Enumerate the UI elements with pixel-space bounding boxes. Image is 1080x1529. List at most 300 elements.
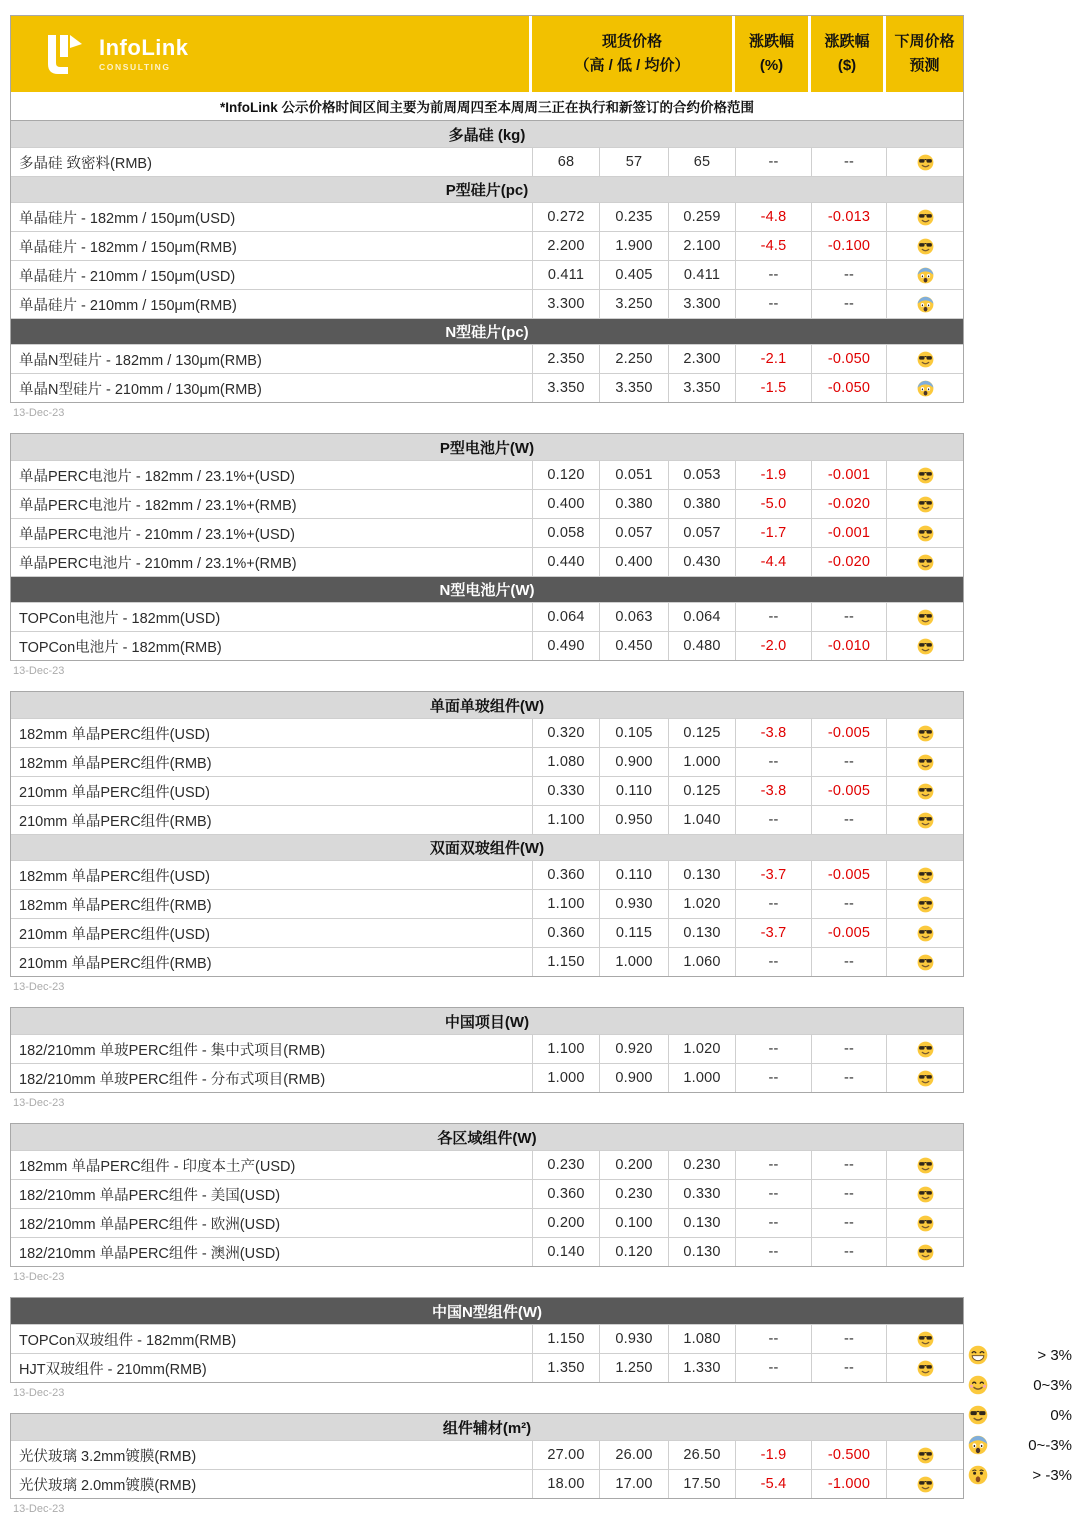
change-pct: -3.8 <box>735 777 811 805</box>
grin-emoji-icon <box>968 1345 988 1365</box>
legend-label: > -3% <box>1032 1466 1072 1484</box>
change-pct: -1.7 <box>735 519 811 547</box>
price-high: 1.100 <box>532 890 599 918</box>
price-block <box>10 1297 964 1383</box>
price-high: 3.300 <box>532 290 599 318</box>
price-avg: 17.50 <box>668 1470 735 1498</box>
change-usd: -- <box>811 1238 886 1266</box>
table-row <box>11 1034 963 1063</box>
price-low: 26.00 <box>599 1441 668 1469</box>
price-high: 27.00 <box>532 1441 599 1469</box>
section-header: 中国N型组件(W) <box>11 1298 963 1324</box>
forecast-title: 下周价格 <box>894 33 955 50</box>
cool-emoji-icon <box>886 603 964 631</box>
change-usd-title: 涨跌幅 <box>824 33 870 50</box>
change-pct: -- <box>735 1325 811 1353</box>
infolink-logo <box>11 16 532 92</box>
row-label: TOPCon电池片 - 182mm(RMB) <box>19 639 222 656</box>
legend-item <box>968 1460 1072 1490</box>
smile-emoji-icon <box>968 1375 988 1395</box>
price-high: 0.064 <box>532 603 599 631</box>
cool-emoji-icon <box>886 1238 964 1266</box>
column-header-spot-price <box>532 16 735 92</box>
change-pct: -2.0 <box>735 632 811 660</box>
change-pct: -- <box>735 890 811 918</box>
change-usd: -0.013 <box>811 203 886 231</box>
change-usd: -0.001 <box>811 519 886 547</box>
price-avg: 3.350 <box>668 374 735 402</box>
price-avg: 0.259 <box>668 203 735 231</box>
price-low: 0.230 <box>599 1180 668 1208</box>
price-low: 0.450 <box>599 632 668 660</box>
price-high: 1.100 <box>532 1035 599 1063</box>
column-header-change-usd <box>811 16 886 92</box>
section-header: 各区域组件(W) <box>11 1124 963 1150</box>
price-avg: 0.125 <box>668 719 735 747</box>
price-avg: 1.020 <box>668 1035 735 1063</box>
price-avg: 0.130 <box>668 1238 735 1266</box>
cool-emoji-icon <box>886 948 964 976</box>
cool-emoji-icon <box>886 1354 964 1382</box>
row-label: 182mm 单晶PERC组件(RMB) <box>19 755 212 772</box>
price-block <box>10 1123 964 1267</box>
table-row <box>11 1440 963 1469</box>
cool-emoji-icon <box>886 1209 964 1237</box>
table-row <box>11 947 963 976</box>
change-pct: -5.4 <box>735 1470 811 1498</box>
table-row <box>11 260 963 289</box>
row-label: 单晶N型硅片 - 182mm / 130μm(RMB) <box>19 352 262 369</box>
logo-name: InfoLink <box>99 34 189 60</box>
change-usd: -0.005 <box>811 919 886 947</box>
price-high: 1.100 <box>532 806 599 834</box>
cool-emoji-icon <box>968 1405 988 1425</box>
row-label: TOPCon双玻组件 - 182mm(RMB) <box>19 1332 237 1349</box>
section-header: P型电池片(W) <box>11 434 963 460</box>
price-low: 0.400 <box>599 548 668 576</box>
price-low: 1.900 <box>599 232 668 260</box>
table-row <box>11 518 963 547</box>
price-block <box>10 1007 964 1093</box>
change-pct: -- <box>735 1064 811 1092</box>
table-row <box>11 202 963 231</box>
row-label: 单晶PERC电池片 - 210mm / 23.1%+(USD) <box>19 526 295 543</box>
row-label: 210mm 单晶PERC组件(RMB) <box>19 955 212 972</box>
change-usd: -- <box>811 890 886 918</box>
row-label: 182/210mm 单玻PERC组件 - 分布式项目(RMB) <box>19 1071 326 1088</box>
price-avg: 0.430 <box>668 548 735 576</box>
price-avg: 0.480 <box>668 632 735 660</box>
change-usd: -0.020 <box>811 548 886 576</box>
cool-emoji-icon <box>886 1064 964 1092</box>
table-row <box>11 860 963 889</box>
change-usd: -0.005 <box>811 777 886 805</box>
change-usd: -- <box>811 1064 886 1092</box>
price-low: 0.100 <box>599 1209 668 1237</box>
price-avg: 0.125 <box>668 777 735 805</box>
spot-price-subtitle: （高 / 低 / 均价） <box>574 57 690 74</box>
change-pct: -- <box>735 748 811 776</box>
spot-price-title: 现货价格 <box>601 33 662 50</box>
price-avg: 0.130 <box>668 919 735 947</box>
price-low: 0.235 <box>599 203 668 231</box>
table-row <box>11 747 963 776</box>
price-block <box>10 120 964 403</box>
change-usd: -- <box>811 948 886 976</box>
price-low: 0.063 <box>599 603 668 631</box>
row-label: 182/210mm 单晶PERC组件 - 欧洲(USD) <box>19 1216 281 1233</box>
cool-emoji-icon <box>886 748 964 776</box>
cool-emoji-icon <box>886 461 964 489</box>
change-usd: -- <box>811 1151 886 1179</box>
change-usd: -- <box>811 1180 886 1208</box>
price-low: 1.000 <box>599 948 668 976</box>
table-row <box>11 776 963 805</box>
cool-emoji-icon <box>886 719 964 747</box>
legend-item <box>968 1400 1072 1430</box>
price-avg: 0.130 <box>668 861 735 889</box>
price-low: 0.930 <box>599 1325 668 1353</box>
change-pct: -- <box>735 1354 811 1382</box>
table-row <box>11 489 963 518</box>
price-high: 0.360 <box>532 919 599 947</box>
legend-label: 0~3% <box>1033 1376 1072 1394</box>
price-avg: 3.300 <box>668 290 735 318</box>
date-label: 13-Dec-23 <box>13 981 65 993</box>
change-pct: -4.4 <box>735 548 811 576</box>
row-label: 单晶PERC电池片 - 210mm / 23.1%+(RMB) <box>19 555 297 572</box>
price-avg: 0.057 <box>668 519 735 547</box>
cool-emoji-icon <box>886 203 964 231</box>
legend-item <box>968 1370 1072 1400</box>
change-pct: -3.7 <box>735 861 811 889</box>
cool-emoji-icon <box>886 919 964 947</box>
date-label: 13-Dec-23 <box>13 1387 65 1399</box>
table-row <box>11 1063 963 1092</box>
price-avg: 0.230 <box>668 1151 735 1179</box>
price-avg: 0.330 <box>668 1180 735 1208</box>
table-row <box>11 147 963 176</box>
table-row <box>11 1324 963 1353</box>
table-row <box>11 1469 963 1498</box>
row-label: 210mm 单晶PERC组件(USD) <box>19 784 210 801</box>
row-label: 182mm 单晶PERC组件(USD) <box>19 726 210 743</box>
row-label: 单晶硅片 - 182mm / 150μm(RMB) <box>19 239 237 256</box>
cool-emoji-icon <box>886 1035 964 1063</box>
price-avg: 0.380 <box>668 490 735 518</box>
price-low: 0.900 <box>599 1064 668 1092</box>
price-high: 0.058 <box>532 519 599 547</box>
table-row <box>11 1179 963 1208</box>
price-avg: 0.064 <box>668 603 735 631</box>
table-header <box>10 15 964 120</box>
legend-label: > 3% <box>1037 1346 1072 1364</box>
change-usd-subtitle: ($) <box>837 57 857 74</box>
price-high: 18.00 <box>532 1470 599 1498</box>
row-label: 单晶PERC电池片 - 182mm / 23.1%+(USD) <box>19 468 295 485</box>
cool-emoji-icon <box>886 1441 964 1469</box>
change-usd: -- <box>811 261 886 289</box>
cool-emoji-icon <box>886 890 964 918</box>
cool-emoji-icon <box>886 632 964 660</box>
price-low: 0.380 <box>599 490 668 518</box>
change-usd: -- <box>811 603 886 631</box>
date-label: 13-Dec-23 <box>13 407 65 419</box>
table-row <box>11 1150 963 1179</box>
price-block <box>10 433 964 661</box>
price-avg: 0.130 <box>668 1209 735 1237</box>
legend-label: 0~-3% <box>1028 1436 1072 1454</box>
row-label: 182/210mm 单玻PERC组件 - 集中式项目(RMB) <box>19 1042 326 1059</box>
row-label: 182/210mm 单晶PERC组件 - 美国(USD) <box>19 1187 281 1204</box>
row-label: 多晶硅 致密料(RMB) <box>19 155 152 172</box>
price-high: 0.400 <box>532 490 599 518</box>
price-high: 0.140 <box>532 1238 599 1266</box>
price-avg: 2.100 <box>668 232 735 260</box>
cool-emoji-icon <box>886 1470 964 1498</box>
date-label: 13-Dec-23 <box>13 1097 65 1109</box>
section-header: 多晶硅 (kg) <box>11 121 963 147</box>
price-block <box>10 1413 964 1499</box>
row-label: 182mm 单晶PERC组件 - 印度本土产(USD) <box>19 1158 296 1175</box>
price-high: 0.490 <box>532 632 599 660</box>
cool-emoji-icon <box>886 148 964 176</box>
price-low: 0.920 <box>599 1035 668 1063</box>
change-pct: -3.7 <box>735 919 811 947</box>
change-usd: -1.000 <box>811 1470 886 1498</box>
row-label: 光伏玻璃 2.0mm镀膜(RMB) <box>19 1477 197 1494</box>
table-row <box>11 889 963 918</box>
change-usd: -- <box>811 806 886 834</box>
change-pct: -- <box>735 806 811 834</box>
table-row <box>11 460 963 489</box>
row-label: 单晶N型硅片 - 210mm / 130μm(RMB) <box>19 381 262 398</box>
price-block <box>10 691 964 977</box>
column-header-forecast <box>886 16 963 92</box>
table-row <box>11 805 963 834</box>
row-label: 210mm 单晶PERC组件(RMB) <box>19 813 212 830</box>
change-pct: -- <box>735 1180 811 1208</box>
row-label: 182mm 单晶PERC组件(RMB) <box>19 897 212 914</box>
change-pct: -2.1 <box>735 345 811 373</box>
price-low: 0.900 <box>599 748 668 776</box>
price-low: 0.200 <box>599 1151 668 1179</box>
forecast-subtitle: 预测 <box>909 57 940 74</box>
price-avg: 26.50 <box>668 1441 735 1469</box>
change-usd: -0.050 <box>811 374 886 402</box>
change-usd: -0.001 <box>811 461 886 489</box>
price-high: 3.350 <box>532 374 599 402</box>
change-pct: -1.9 <box>735 1441 811 1469</box>
price-high: 2.200 <box>532 232 599 260</box>
scream-emoji-icon <box>886 290 964 318</box>
change-pct: -- <box>735 290 811 318</box>
price-low: 0.057 <box>599 519 668 547</box>
change-pct: -- <box>735 1209 811 1237</box>
change-usd: -- <box>811 290 886 318</box>
row-label: 210mm 单晶PERC组件(USD) <box>19 926 210 943</box>
row-label: 单晶PERC电池片 - 182mm / 23.1%+(RMB) <box>19 497 297 514</box>
change-usd: -- <box>811 1035 886 1063</box>
change-pct: -1.9 <box>735 461 811 489</box>
scream-emoji-icon <box>886 374 964 402</box>
section-header: 组件辅材(m²) <box>11 1414 963 1440</box>
cool-emoji-icon <box>886 806 964 834</box>
table-row <box>11 718 963 747</box>
price-avg: 1.000 <box>668 1064 735 1092</box>
table-row <box>11 1353 963 1382</box>
section-header: 单面单玻组件(W) <box>11 692 963 718</box>
change-usd: -0.020 <box>811 490 886 518</box>
price-high: 68 <box>532 148 599 176</box>
change-usd: -- <box>811 148 886 176</box>
price-high: 2.350 <box>532 345 599 373</box>
price-sheet <box>10 15 964 1529</box>
change-usd: -- <box>811 1325 886 1353</box>
column-header-change-pct <box>735 16 811 92</box>
table-row <box>11 631 963 660</box>
price-high: 0.360 <box>532 1180 599 1208</box>
change-pct: -- <box>735 1151 811 1179</box>
price-low: 0.051 <box>599 461 668 489</box>
table-row <box>11 1208 963 1237</box>
price-high: 0.360 <box>532 861 599 889</box>
price-low: 2.250 <box>599 345 668 373</box>
price-low: 0.405 <box>599 261 668 289</box>
change-usd: -- <box>811 1354 886 1382</box>
row-label: 182mm 单晶PERC组件(USD) <box>19 868 210 885</box>
change-usd: -0.500 <box>811 1441 886 1469</box>
change-pct: -- <box>735 603 811 631</box>
change-pct: -5.0 <box>735 490 811 518</box>
price-low: 0.950 <box>599 806 668 834</box>
price-low: 1.250 <box>599 1354 668 1382</box>
cool-emoji-icon <box>886 1180 964 1208</box>
table-row <box>11 918 963 947</box>
price-avg: 1.000 <box>668 748 735 776</box>
price-high: 0.411 <box>532 261 599 289</box>
cool-emoji-icon <box>886 519 964 547</box>
price-period-note: *InfoLink 公示价格时间区间主要为前周周四至本周周三正在执行和新签订的合约价格范围 <box>11 92 963 120</box>
price-low: 0.930 <box>599 890 668 918</box>
legend-item <box>968 1340 1072 1370</box>
cool-emoji-icon <box>886 1151 964 1179</box>
price-low: 3.350 <box>599 374 668 402</box>
price-low: 0.105 <box>599 719 668 747</box>
table-row <box>11 1237 963 1266</box>
row-label: 182/210mm 单晶PERC组件 - 澳洲(USD) <box>19 1245 281 1262</box>
row-label: TOPCon电池片 - 182mm(USD) <box>19 610 221 627</box>
price-low: 0.110 <box>599 861 668 889</box>
shock-emoji-icon <box>968 1465 988 1485</box>
price-avg: 1.080 <box>668 1325 735 1353</box>
table-row <box>11 344 963 373</box>
table-row <box>11 231 963 260</box>
price-low: 17.00 <box>599 1470 668 1498</box>
change-pct: -1.5 <box>735 374 811 402</box>
change-pct: -- <box>735 1035 811 1063</box>
cool-emoji-icon <box>886 1325 964 1353</box>
price-avg: 0.053 <box>668 461 735 489</box>
table-blocks <box>10 120 964 1517</box>
legend-label: 0% <box>1050 1406 1072 1424</box>
change-pct: -4.5 <box>735 232 811 260</box>
scream-emoji-icon <box>886 261 964 289</box>
date-label: 13-Dec-23 <box>13 1503 65 1515</box>
price-avg: 1.330 <box>668 1354 735 1382</box>
price-low: 57 <box>599 148 668 176</box>
scream-emoji-icon <box>968 1435 988 1455</box>
legend <box>968 1340 1072 1490</box>
section-header: P型硅片(pc) <box>11 176 963 202</box>
date-label: 13-Dec-23 <box>13 1271 65 1283</box>
price-high: 1.150 <box>532 1325 599 1353</box>
price-high: 0.272 <box>532 203 599 231</box>
table-row <box>11 602 963 631</box>
price-avg: 1.040 <box>668 806 735 834</box>
change-pct: -- <box>735 948 811 976</box>
price-high: 0.330 <box>532 777 599 805</box>
change-usd: -- <box>811 748 886 776</box>
price-high: 1.150 <box>532 948 599 976</box>
cool-emoji-icon <box>886 548 964 576</box>
row-label: 单晶硅片 - 210mm / 150μm(RMB) <box>19 297 237 314</box>
change-usd: -0.005 <box>811 861 886 889</box>
table-row <box>11 373 963 402</box>
change-usd: -0.010 <box>811 632 886 660</box>
change-usd: -0.050 <box>811 345 886 373</box>
table-row <box>11 547 963 576</box>
change-usd: -0.100 <box>811 232 886 260</box>
change-pct-subtitle: (%) <box>759 57 784 74</box>
row-label: 单晶硅片 - 210mm / 150μm(USD) <box>19 268 236 285</box>
row-label: 光伏玻璃 3.2mm镀膜(RMB) <box>19 1448 197 1465</box>
price-high: 0.320 <box>532 719 599 747</box>
price-avg: 2.300 <box>668 345 735 373</box>
price-high: 0.120 <box>532 461 599 489</box>
cool-emoji-icon <box>886 490 964 518</box>
price-high: 1.350 <box>532 1354 599 1382</box>
price-avg: 65 <box>668 148 735 176</box>
price-high: 1.000 <box>532 1064 599 1092</box>
price-low: 0.120 <box>599 1238 668 1266</box>
price-avg: 1.060 <box>668 948 735 976</box>
change-pct-title: 涨跌幅 <box>748 33 794 50</box>
change-pct: -- <box>735 148 811 176</box>
legend-item <box>968 1430 1072 1460</box>
price-low: 0.115 <box>599 919 668 947</box>
cool-emoji-icon <box>886 345 964 373</box>
price-high: 1.080 <box>532 748 599 776</box>
section-header: N型电池片(W) <box>11 576 963 602</box>
row-label: 单晶硅片 - 182mm / 150μm(USD) <box>19 210 236 227</box>
price-low: 0.110 <box>599 777 668 805</box>
row-label: HJT双玻组件 - 210mm(RMB) <box>19 1361 207 1378</box>
section-header: N型硅片(pc) <box>11 318 963 344</box>
cool-emoji-icon <box>886 861 964 889</box>
price-high: 0.230 <box>532 1151 599 1179</box>
change-pct: -3.8 <box>735 719 811 747</box>
section-header: 中国项目(W) <box>11 1008 963 1034</box>
price-low: 3.250 <box>599 290 668 318</box>
change-usd: -- <box>811 1209 886 1237</box>
price-avg: 0.411 <box>668 261 735 289</box>
date-label: 13-Dec-23 <box>13 665 65 677</box>
change-pct: -- <box>735 1238 811 1266</box>
cool-emoji-icon <box>886 777 964 805</box>
logo-subtitle: CONSULTING <box>99 61 171 72</box>
section-header: 双面双玻组件(W) <box>11 834 963 860</box>
